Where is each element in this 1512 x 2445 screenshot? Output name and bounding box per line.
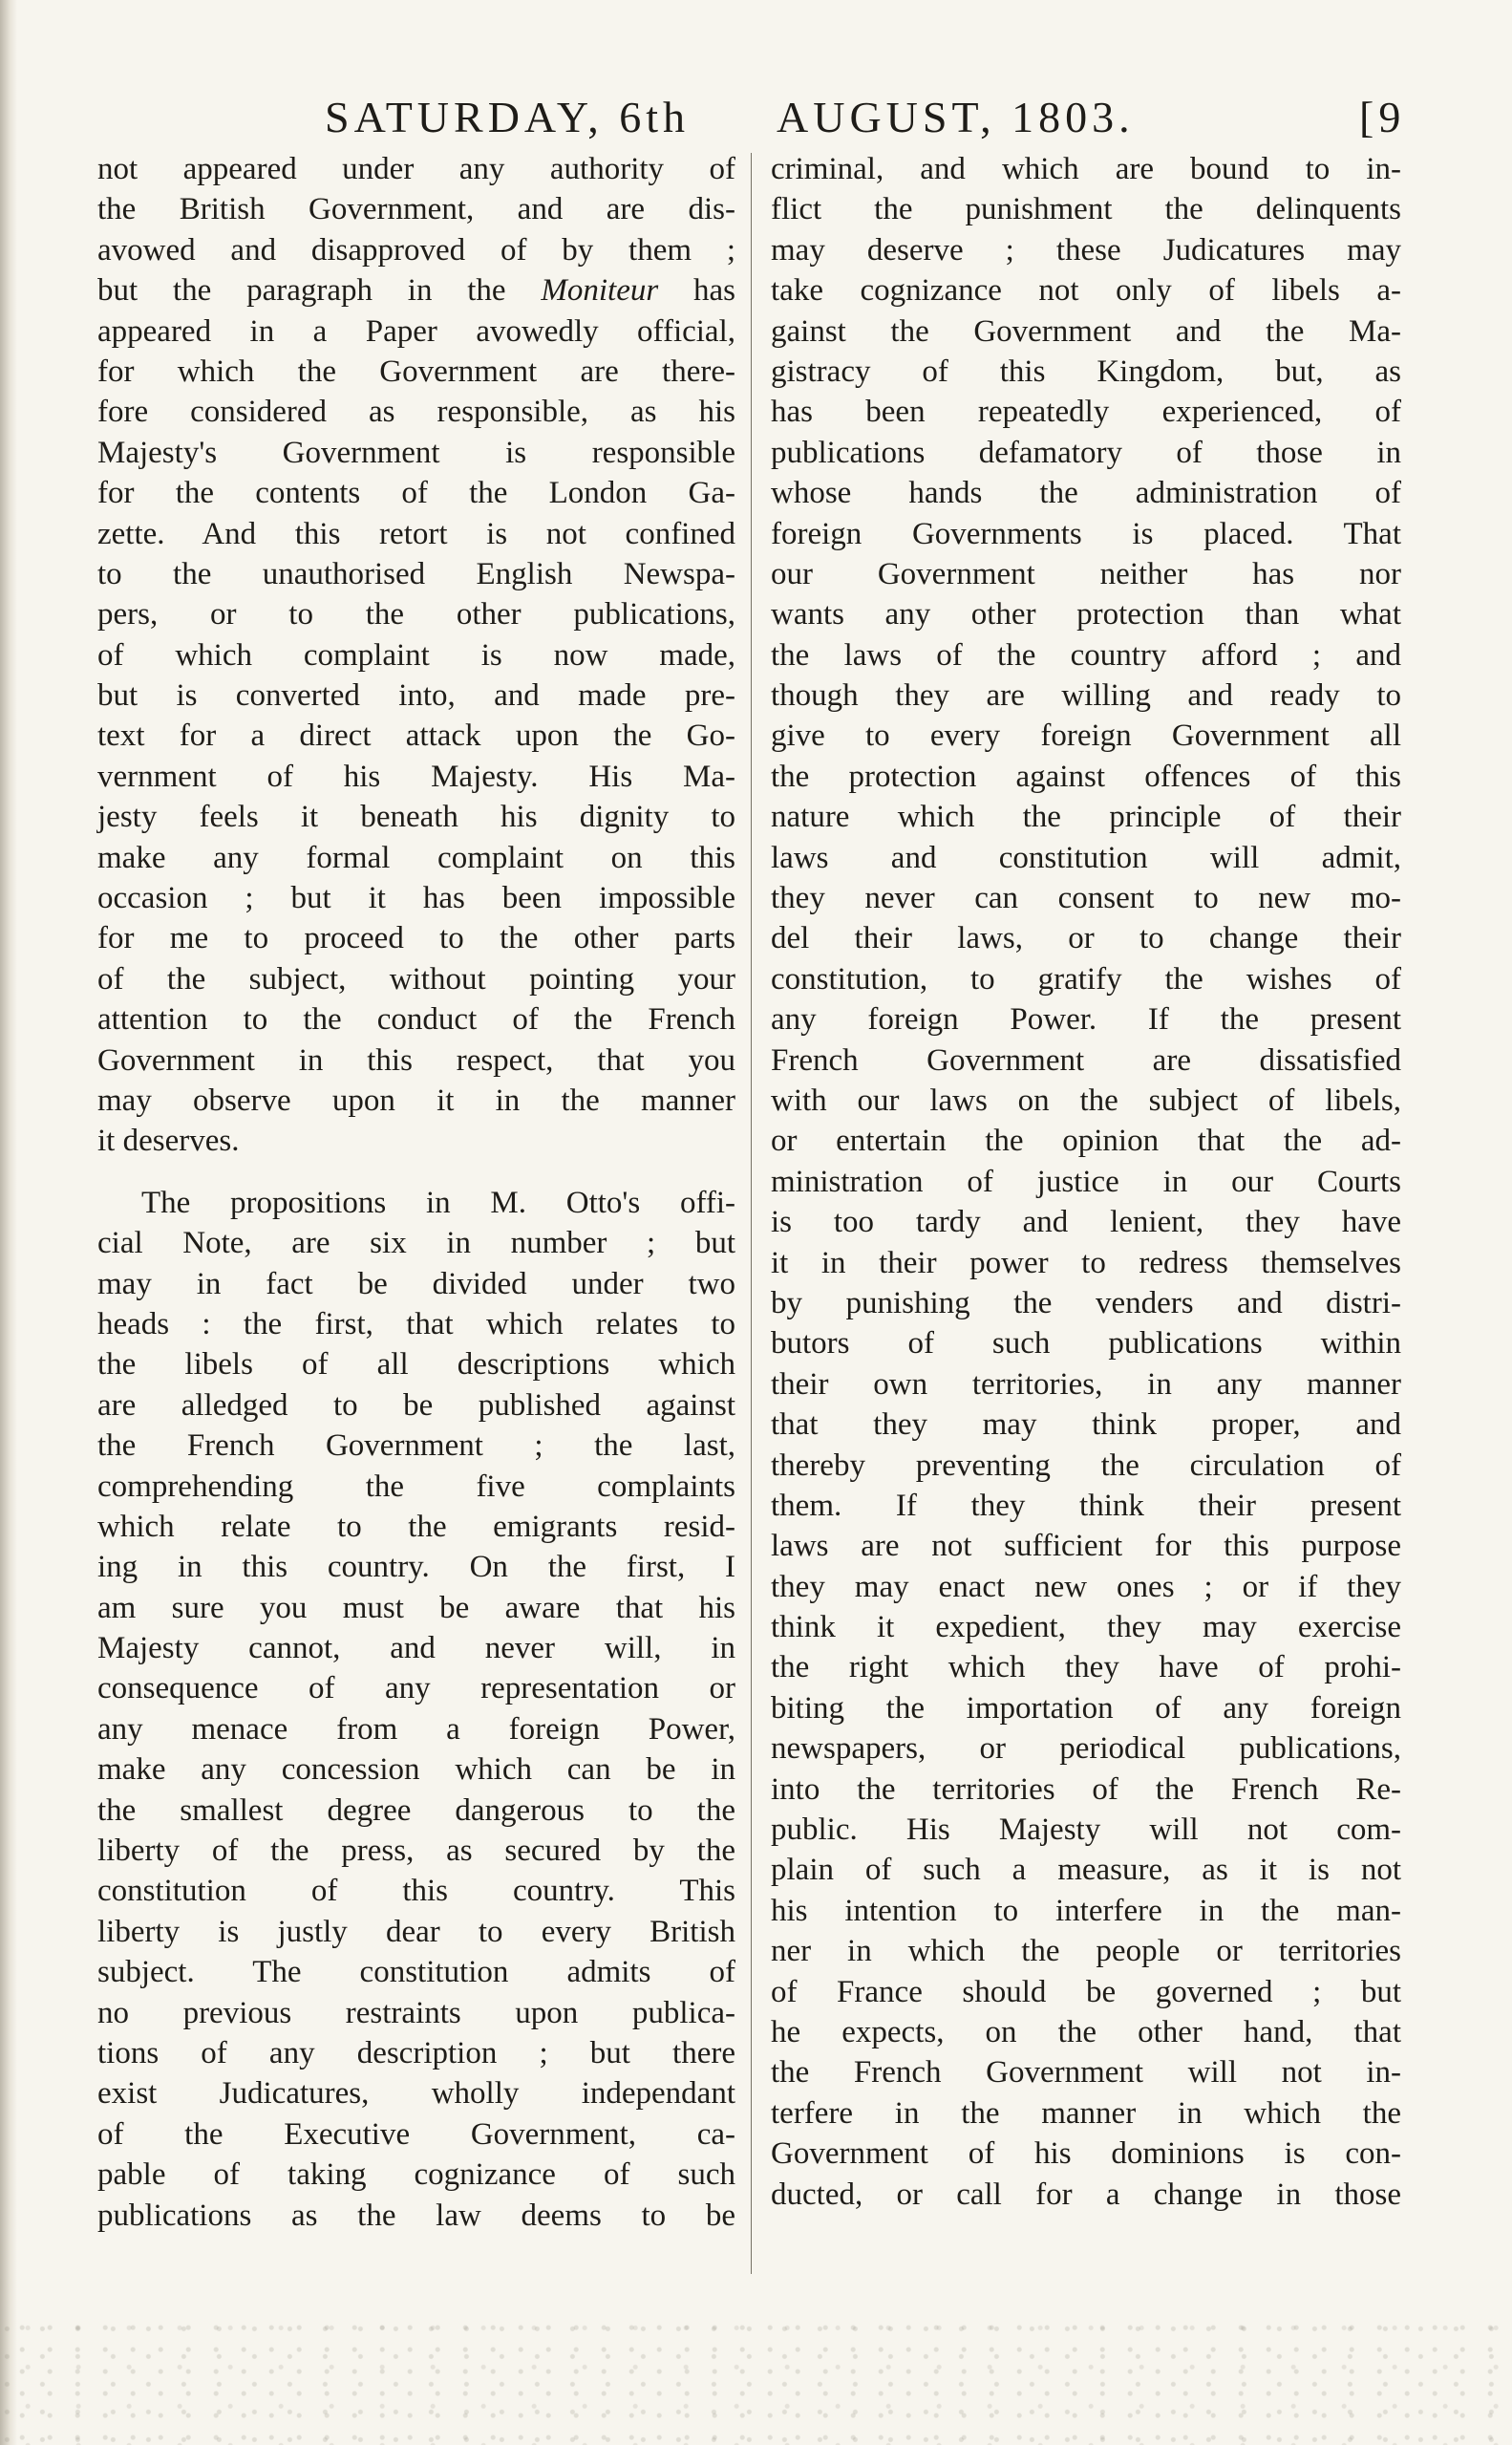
right-column: [771, 149, 1401, 2215]
text-line: they may enact new ones ; or if they: [771, 1569, 1401, 1604]
text-line: heads : the first, that which relates to: [97, 1306, 735, 1341]
page-edge-shadow: [0, 0, 17, 2445]
text-line: has been repeatedly experienced, of: [771, 395, 1401, 430]
paragraph-spacer: [97, 1162, 735, 1183]
text-line: of which complaint is now made,: [97, 637, 735, 673]
text-line: attention to the conduct of the French: [97, 1002, 735, 1038]
text-line: of the subject, without pointing your: [97, 961, 735, 997]
text-line: any menace from a foreign Power,: [97, 1711, 735, 1747]
text-line: give to every foreign Government all: [771, 718, 1401, 754]
text-line: butors of such publications within: [771, 1326, 1401, 1362]
text-line: French Government are dissatisfied: [771, 1042, 1401, 1078]
text-line: consequence of any representation or: [97, 1671, 735, 1706]
text-line: gistracy of this Kingdom, but, as: [771, 354, 1401, 389]
text-line: appeared in a Paper avowedly official,: [97, 313, 735, 349]
text-line: he expects, on the other hand, that: [771, 2014, 1401, 2049]
text-line: Majesty's Government is responsible: [97, 435, 735, 470]
text-line: fore considered as responsible, as his: [97, 395, 735, 430]
left-paragraph-2: [97, 1183, 735, 2236]
text-line: ducted, or call for a change in those: [771, 2177, 1401, 2212]
text-line: of France should be governed ; but: [771, 1974, 1401, 2009]
text-line: it in their power to redress themselves: [771, 1245, 1401, 1280]
text-line: flict the punishment the delinquents: [771, 192, 1401, 227]
text-line: the French Government will not in-: [771, 2055, 1401, 2091]
paper-speckle-decoration: [0, 2312, 1512, 2445]
text-line: cial Note, are six in number ; but: [97, 1226, 735, 1261]
text-line: make any concession which can be in: [97, 1752, 735, 1788]
text-line: our Government neither has nor: [771, 556, 1401, 591]
text-line: ing in this country. On the first, I: [97, 1550, 735, 1585]
text-line: Government of his dominions is con-: [771, 2136, 1401, 2172]
text-line: ministration of justice in our Courts: [771, 1164, 1401, 1199]
left-paragraph-1: [97, 149, 735, 1162]
text-line: is too tardy and lenient, they have: [771, 1205, 1401, 1240]
text-line: newspapers, or periodical publications,: [771, 1731, 1401, 1767]
header-date-month-year: AUGUST, 1803.: [777, 93, 1135, 141]
text-line: to the unauthorised English Newspa-: [97, 556, 735, 591]
text-line: avowed and disapproved of by them ;: [97, 232, 735, 268]
text-line: the smallest degree dangerous to the: [97, 1792, 735, 1828]
text-line: the right which they have of prohi-: [771, 1650, 1401, 1685]
text-line: the British Government, and are dis-: [97, 192, 735, 227]
text-line: their own territories, in any manner: [771, 1366, 1401, 1402]
text-line: with our laws on the subject of libels,: [771, 1083, 1401, 1118]
text-line: jesty feels it beneath his dignity to: [97, 800, 735, 835]
text-line: of the Executive Government, ca-: [97, 2116, 735, 2152]
text-line: nature which the principle of their: [771, 800, 1401, 835]
text-line: am sure you must be aware that his: [97, 1590, 735, 1625]
text-line: or entertain the opinion that the ad-: [771, 1124, 1401, 1159]
text-line: The propositions in M. Otto's offi-: [141, 1185, 735, 1220]
text-line: laws and constitution will admit,: [771, 840, 1401, 875]
left-column: [97, 149, 735, 2236]
text-line: which relate to the emigrants resid-: [97, 1509, 735, 1544]
text-line: occasion ; but it has been impossible: [97, 881, 735, 916]
text-line: del their laws, or to change their: [771, 921, 1401, 956]
text-line: his intention to interfere in the man-: [771, 1893, 1401, 1928]
text-line: thereby preventing the circulation of: [771, 1448, 1401, 1483]
text-line: may deserve ; these Judicatures may: [771, 232, 1401, 268]
text-line: zette. And this retort is not confined: [97, 516, 735, 551]
text-line: think it expedient, they may exercise: [771, 1610, 1401, 1645]
text-line: the laws of the country afford ; and: [771, 637, 1401, 673]
text-line: exist Judicatures, wholly independant: [97, 2076, 735, 2112]
text-line: constitution of this country. This: [97, 1874, 735, 1909]
text-line: the libels of all descriptions which: [97, 1347, 735, 1383]
text-line: the protection against offences of this: [771, 759, 1401, 794]
text-line: for the contents of the London Ga-: [97, 476, 735, 511]
text-line: liberty of the press, as secured by the: [97, 1834, 735, 1869]
text-line: Majesty cannot, and never will, in: [97, 1631, 735, 1666]
text-line: publications defamatory of those in: [771, 435, 1401, 470]
text-line: it deserves.: [97, 1124, 240, 1159]
text-line: for me to proceed to the other parts: [97, 921, 735, 956]
text-line: for which the Government are there-: [97, 354, 735, 389]
text-line: comprehending the five complaints: [97, 1469, 735, 1504]
text-line: Government in this respect, that you: [97, 1042, 735, 1078]
text-line: gainst the Government and the Ma-: [771, 313, 1401, 349]
text-line: text for a direct attack upon the Go-: [97, 718, 735, 754]
text-line: public. His Majesty will not com-: [771, 1812, 1401, 1848]
text-line: are alledged to be published against: [97, 1387, 735, 1423]
column-divider: [751, 153, 752, 2274]
text-line: pable of taking cognizance of such: [97, 2157, 735, 2193]
text-line: make any formal complaint on this: [97, 840, 735, 875]
text-line: not appeared under any authority of: [97, 152, 735, 186]
text-line: subject. The constitution admits of: [97, 1955, 735, 1990]
text-line: whose hands the administration of: [771, 476, 1401, 511]
text-line: terfere in the manner in which the: [771, 2095, 1401, 2131]
text-line: may in fact be divided under two: [97, 1266, 735, 1301]
text-line: wants any other protection than what: [771, 597, 1401, 633]
text-line: them. If they think their present: [771, 1488, 1401, 1523]
text-line: foreign Governments is placed. That: [771, 516, 1401, 551]
text-line: constitution, to gratify the wishes of: [771, 961, 1401, 997]
text-line: publications as the law deems to be: [97, 2198, 735, 2233]
text-line: may observe upon it in the manner: [97, 1083, 735, 1118]
text-line: though they are willing and ready to: [771, 678, 1401, 714]
text-line: biting the importation of any foreign: [771, 1690, 1401, 1726]
header-date-day: SATURDAY, 6th: [325, 93, 690, 141]
text-line: that they may think proper, and: [771, 1407, 1401, 1443]
text-line: tions of any description ; but there: [97, 2035, 735, 2070]
text-line: vernment of his Majesty. His Ma-: [97, 759, 735, 794]
page-header: [325, 92, 1423, 149]
right-paragraph: [771, 149, 1401, 2215]
newspaper-title-italic: Moniteur: [541, 273, 659, 309]
text-line: criminal, and which are bound to in-: [771, 152, 1401, 186]
text-line: no previous restraints upon publica-: [97, 1995, 735, 2030]
text-line: but is converted into, and made pre-: [97, 678, 735, 714]
text-line: liberty is justly dear to every British: [97, 1914, 735, 1949]
text-line: they never can consent to new mo-: [771, 881, 1401, 916]
text-line: take cognizance not only of libels a-: [771, 273, 1401, 309]
text-line: laws are not sufficient for this purpose: [771, 1529, 1401, 1564]
text-line: ner in which the people or territories: [771, 1934, 1401, 1969]
text-line: pers, or to the other publications,: [97, 597, 735, 633]
text-line: plain of such a measure, as it is not: [771, 1853, 1401, 1888]
text-line: but the paragraph in the Moniteur has: [97, 273, 735, 309]
text-line: any foreign Power. If the present: [771, 1002, 1401, 1038]
text-line: into the territories of the French Re-: [771, 1771, 1401, 1807]
text-line: the French Government ; the last,: [97, 1428, 735, 1464]
page-number: [9: [1359, 93, 1406, 141]
text-line: by punishing the venders and distri-: [771, 1285, 1401, 1320]
